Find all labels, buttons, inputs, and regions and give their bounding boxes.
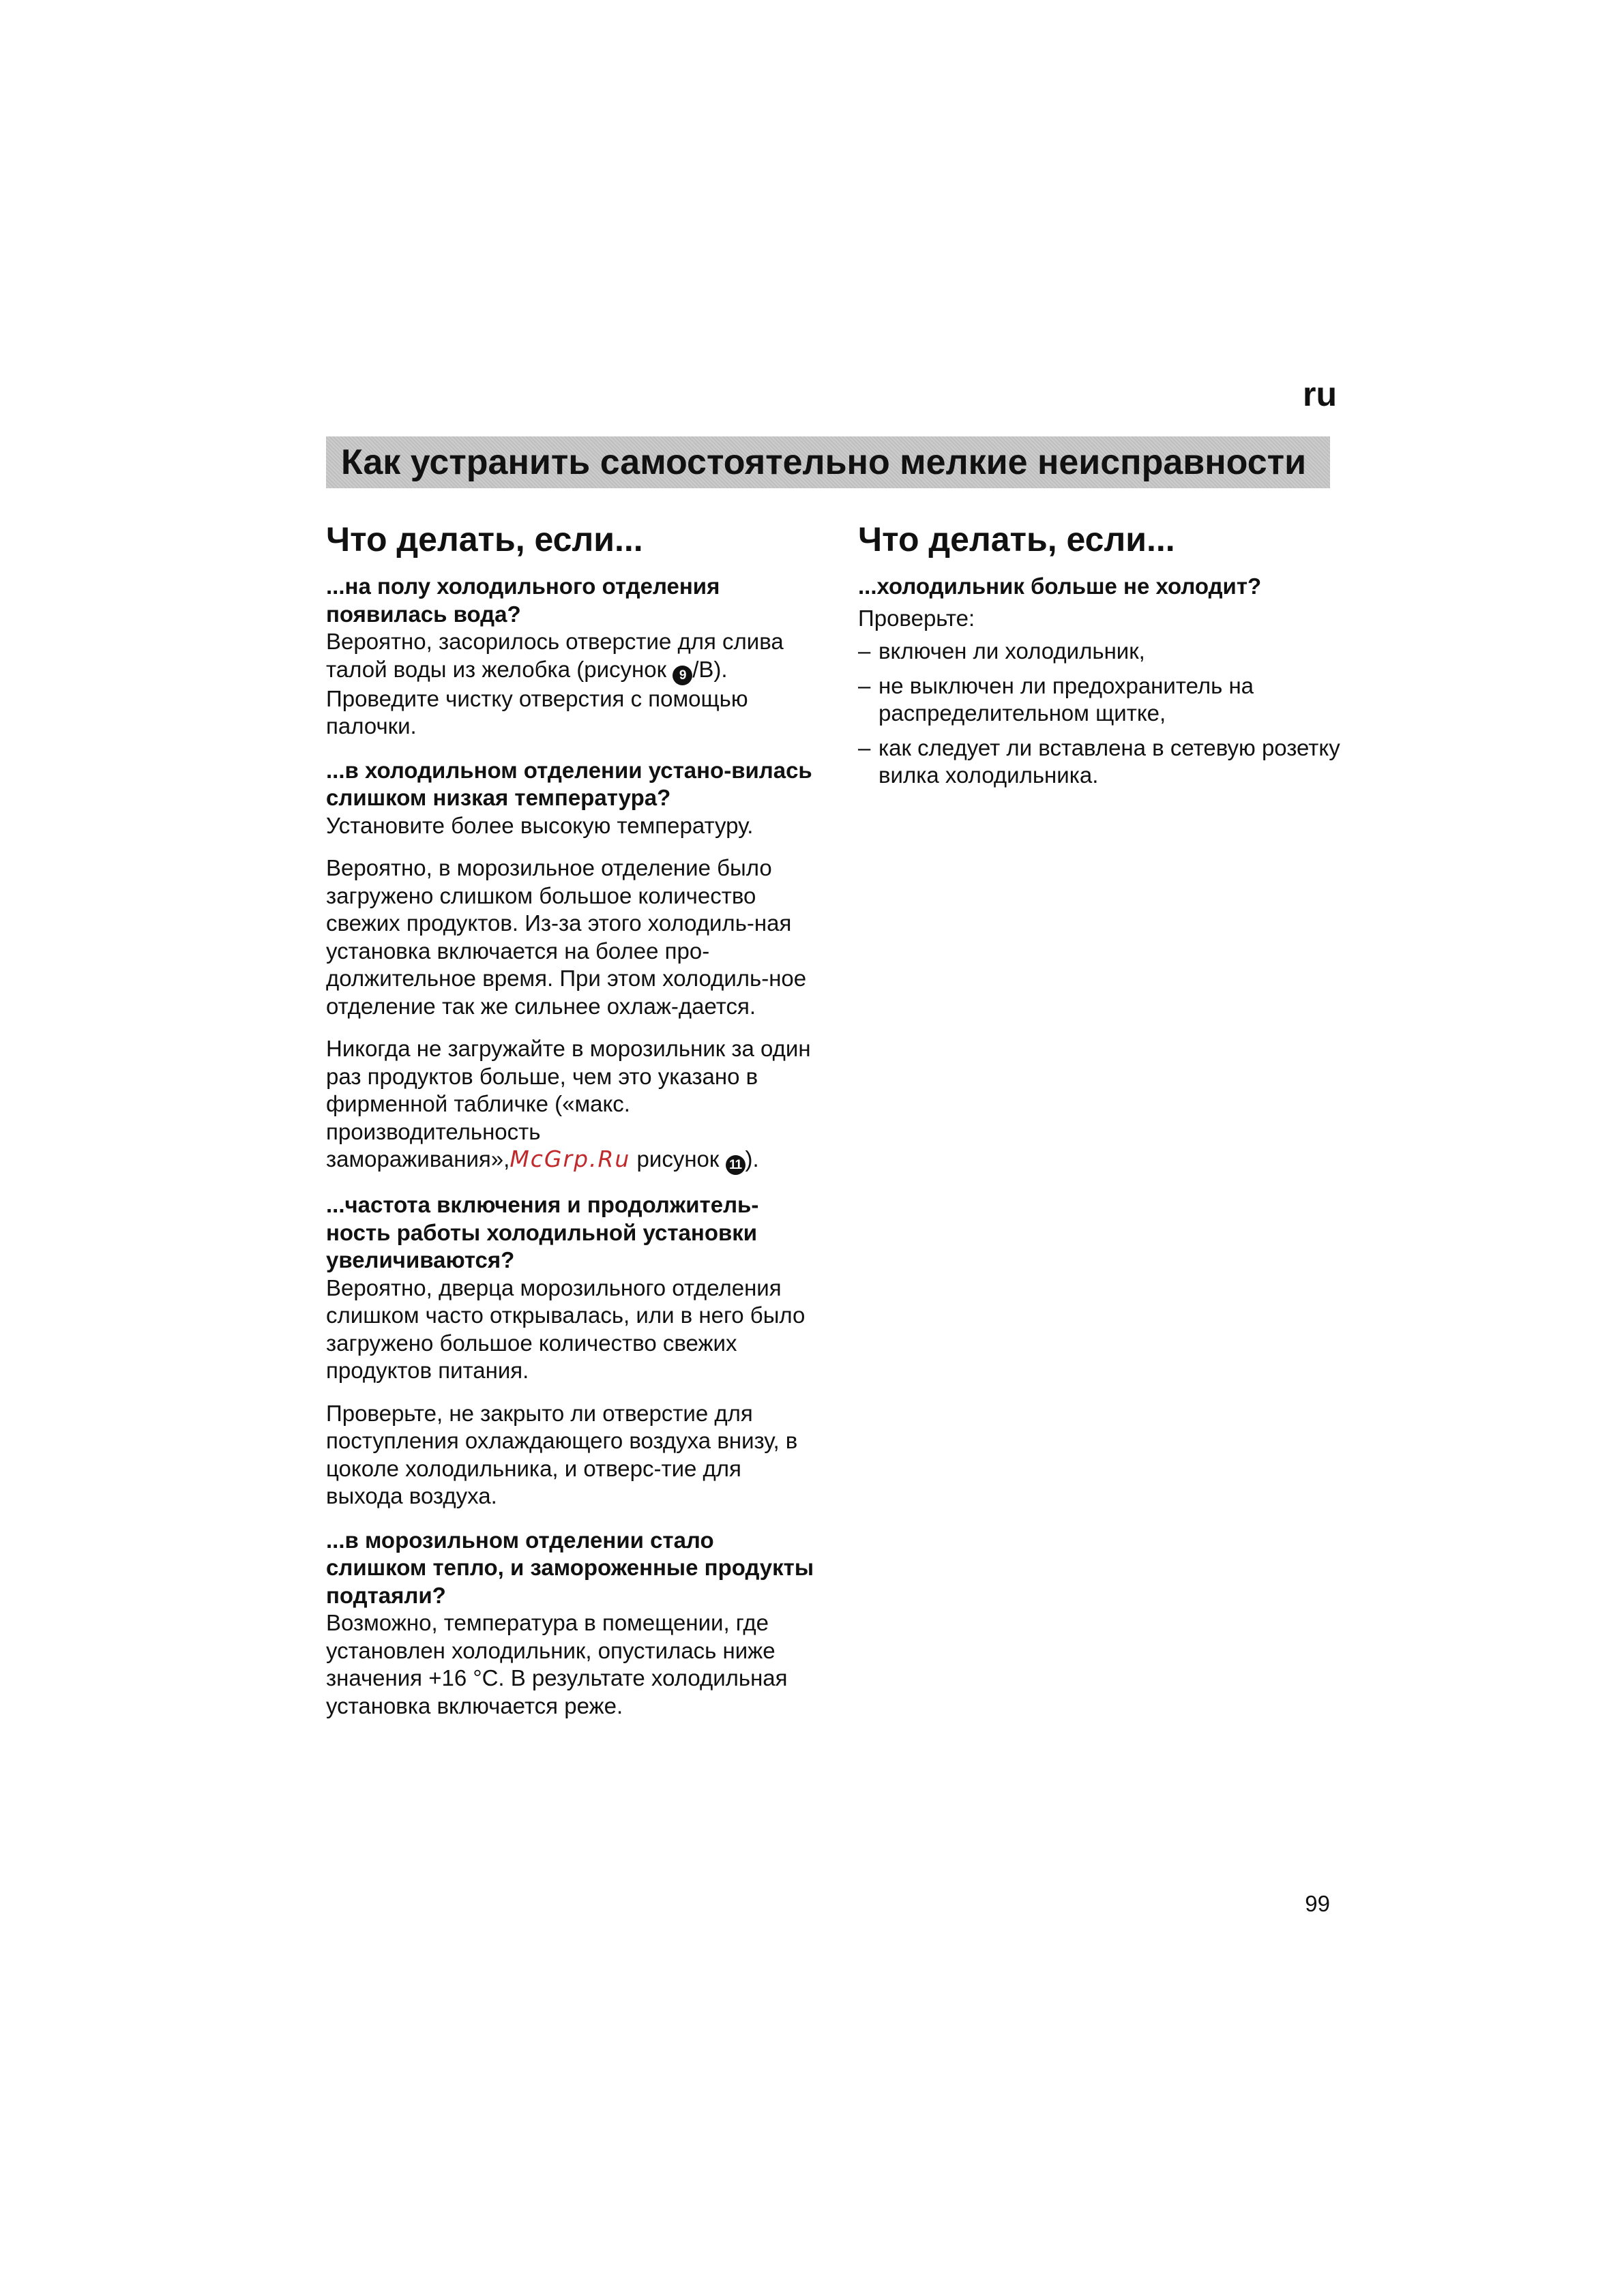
- answer-text: Вероятно, в морозильное отделение было загружено слишком большое количество свежих продуктов. Из-за этого холодиль-ная установка включается на более про-должительное время. При этом холодиль-ное отделение так же сильнее охлаж-дается.: [326, 855, 807, 1019]
- answer-text: Проверьте, не закрыто ли отверстие для поступления охлаждающего воздуха внизу, в цоколе холодильника, и отверс-тие для выхода воздуха.: [326, 1400, 798, 1508]
- check-list-item: – как следует ли вставлена в сетевую розетку вилка холодильника.: [858, 734, 1349, 790]
- question-title: ...холодильник больше не холодит?: [858, 573, 1262, 599]
- figure-number-badge: 11: [726, 1155, 745, 1175]
- section-title: Как устранить самостоятельно мелкие неисправности: [341, 443, 1307, 482]
- check-intro: Проверьте:: [858, 605, 975, 631]
- answer-text: Установите более высокую температуру.: [326, 812, 754, 838]
- answer-text: [326, 628, 817, 741]
- answer-text-part: ).: [745, 1146, 759, 1172]
- question-title: ...частота включения и продолжитель-ность работы холодильной установки увеличиваются?: [326, 1192, 759, 1272]
- left-column: [326, 518, 817, 1736]
- check-list: [858, 638, 1349, 790]
- question-title: ...в холодильном отделении устано-вилась слишком низкая температура?: [326, 757, 812, 810]
- left-column-heading: Что делать, если...: [326, 520, 643, 558]
- question-low-temperature: [326, 757, 817, 1176]
- question-title: ...на полу холодильного отделения появилась вода?: [326, 573, 720, 627]
- right-column-heading: Что делать, если...: [858, 520, 1175, 558]
- answer-text-part: Никогда не загружайте в морозильник за один раз продуктов больше, чем это указано в фирменной табличке («макс. производительность замораживания»,: [326, 1036, 811, 1172]
- right-column: [858, 518, 1349, 806]
- check-list-item: – включен ли холодильник,: [858, 638, 1349, 666]
- question-title: ...в морозильном отделении стало слишком тепло, и замороженные продукты подтаяли?: [326, 1527, 814, 1608]
- answer-text: [326, 1035, 817, 1175]
- question-freezer-warm: [326, 1527, 817, 1720]
- answer-text-part: Вероятно, засорилось отверстие для слива талой воды из желобка (рисунок: [326, 629, 784, 682]
- question-water-on-floor: [326, 573, 817, 741]
- answer-text-part: рисунок: [630, 1146, 726, 1172]
- figure-number-badge: 9: [673, 666, 692, 685]
- answer-text: Вероятно, дверца морозильного отделения слишком часто открывалась, или в него было загружено большое количество свежих продуктов питания.: [326, 1274, 806, 1383]
- section-banner: [326, 436, 1330, 488]
- check-list-item: – не выключен ли предохранитель на распределительном щитке,: [858, 672, 1349, 728]
- question-not-cooling: [858, 573, 1349, 790]
- answer-text: Возможно, температура в помещении, где установлен холодильник, опустилась ниже значения +16 °C. В результате холодильная установка включается реже.: [326, 1610, 788, 1718]
- page-number: 99: [1305, 1891, 1330, 1916]
- language-tag: ru: [1303, 375, 1337, 413]
- question-run-frequency: [326, 1191, 817, 1510]
- answer-text-part: /B). Проведите чистку отверстия с помощью палочки.: [326, 656, 748, 739]
- watermark-text: McGrp.Ru: [510, 1146, 631, 1172]
